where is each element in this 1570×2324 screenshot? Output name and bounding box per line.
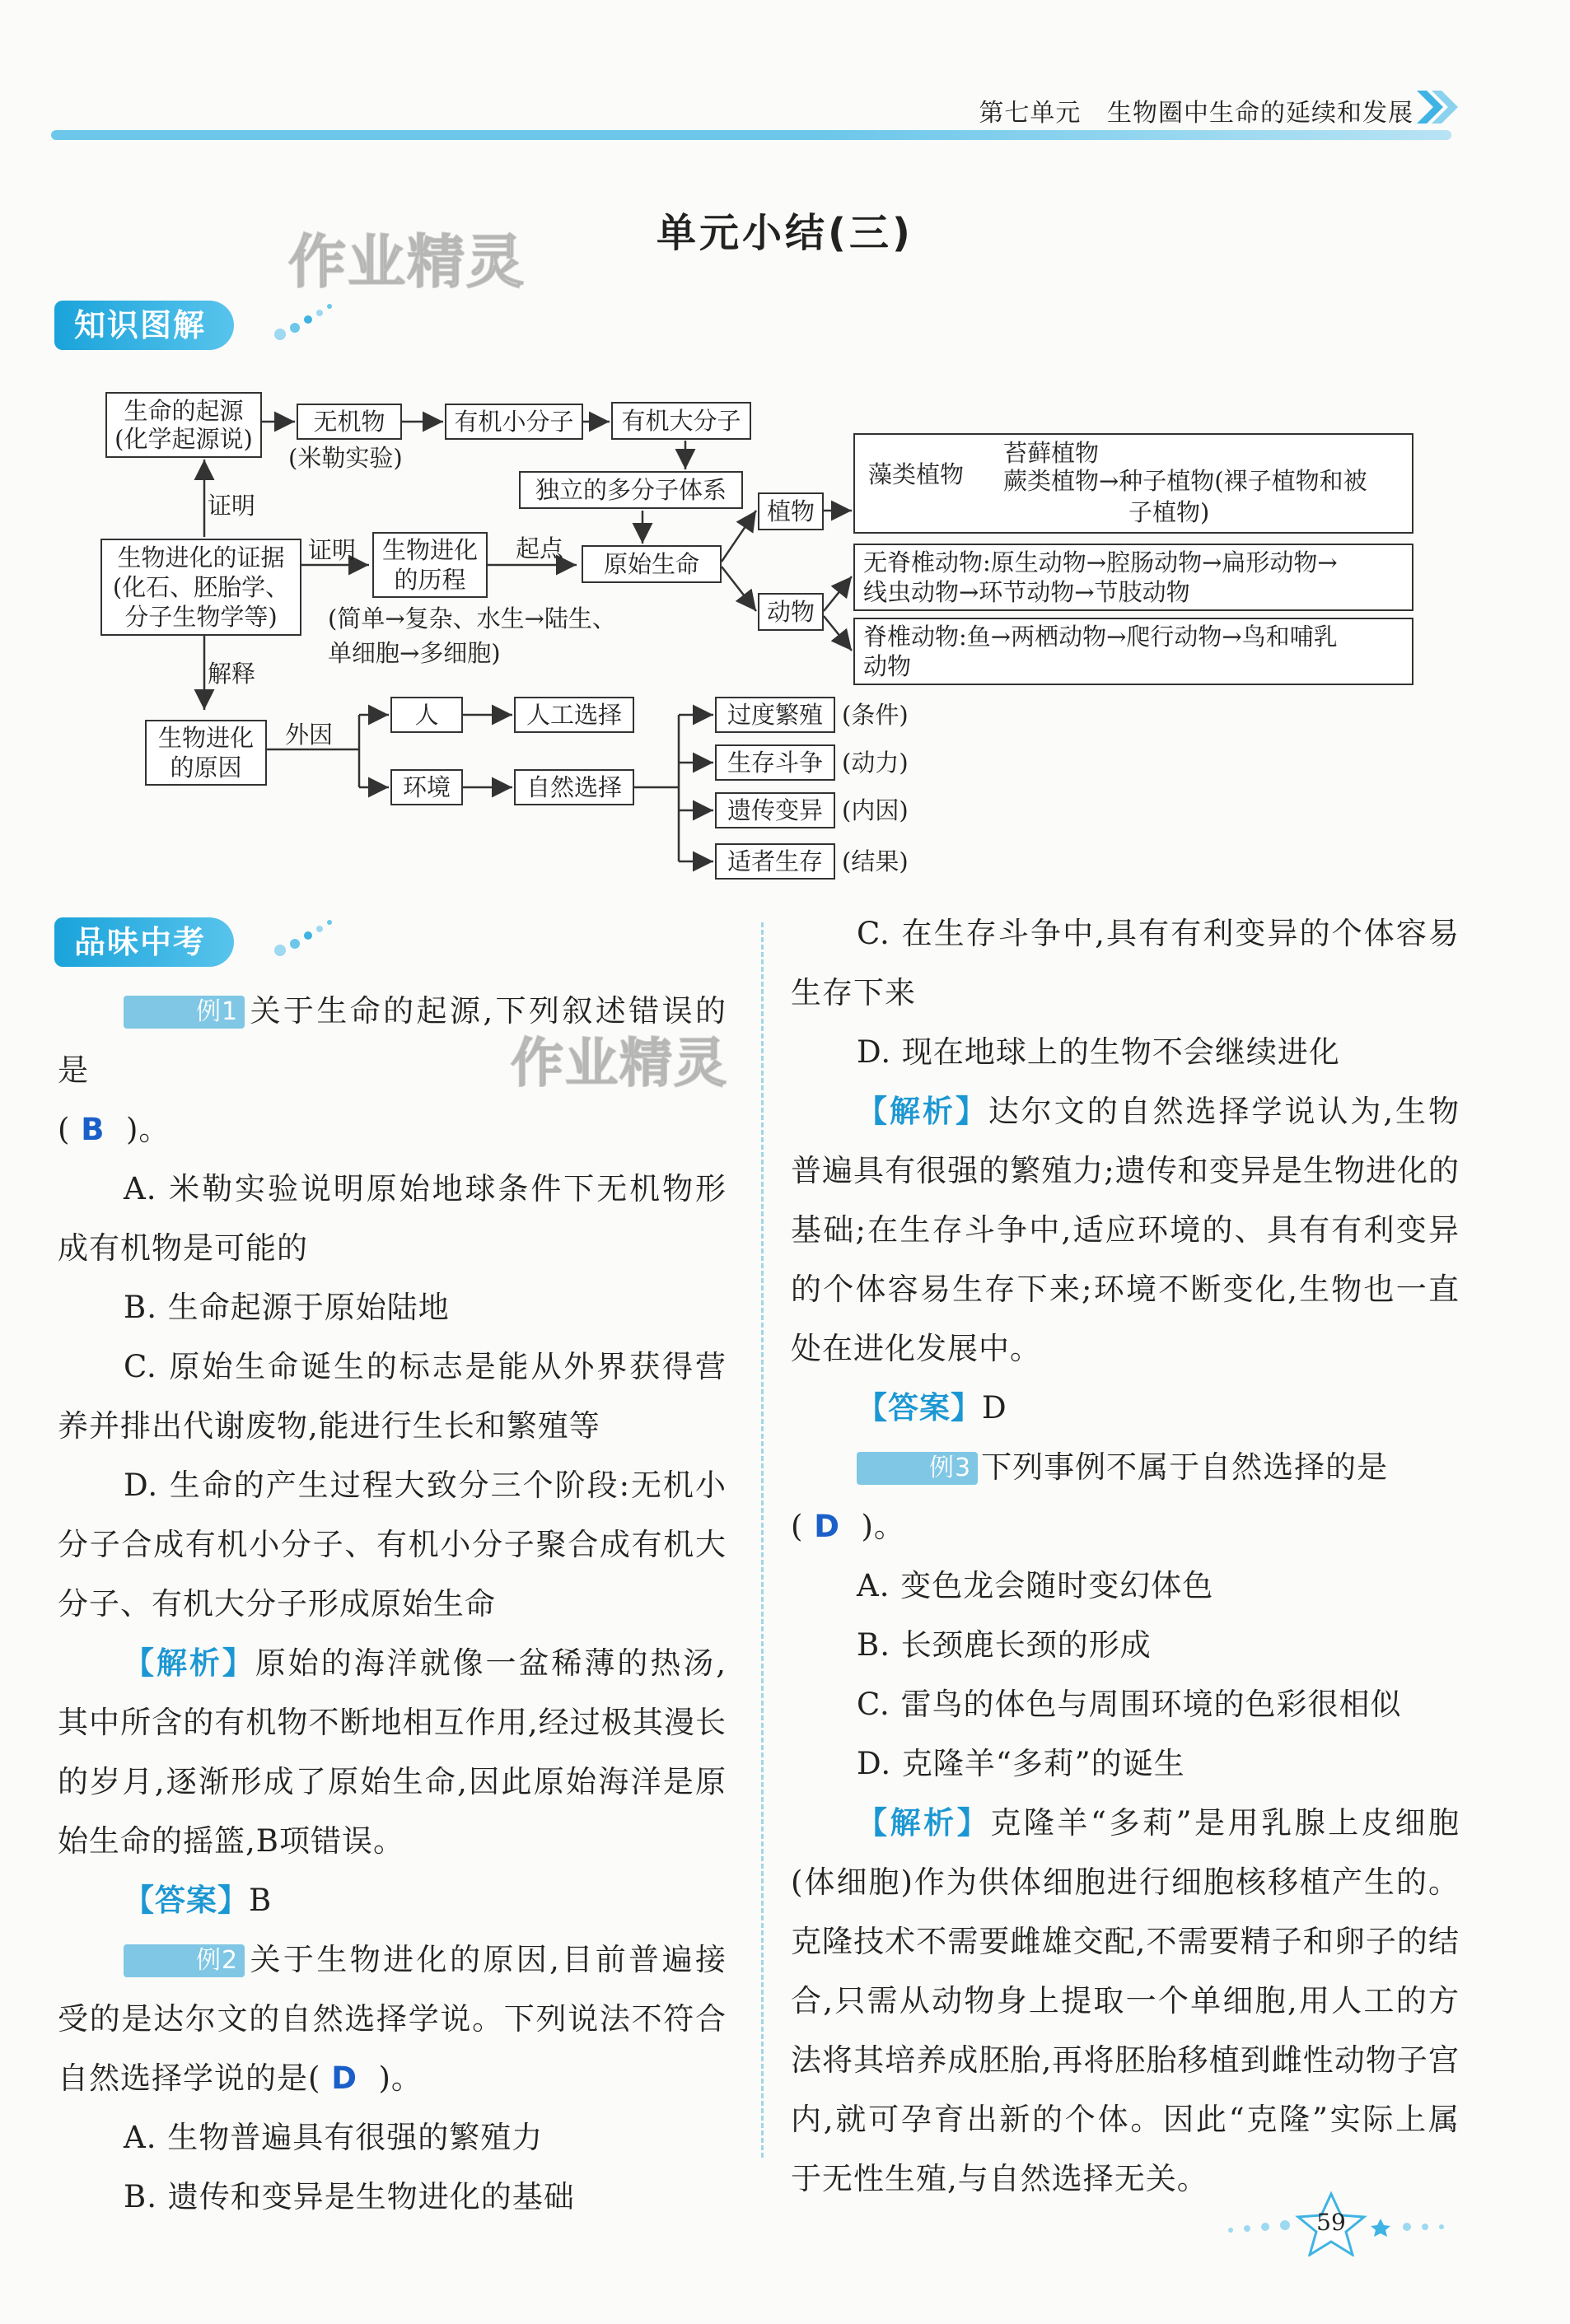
example-2-answer-blank: D (331, 2060, 357, 2096)
cause-box: 生物进化 的原因 (145, 720, 267, 786)
environment-box: 环境 (390, 769, 463, 805)
example-3-analysis: 【解析】克隆羊“多莉”是用乳腺上皮细胞(体细胞)作为供体细胞进行细胞核移植产生的。克隆技术不需要雌雄交配,不需要精子和卵子的结合,只需从动物身上提取一个单细胞,用人工的方法将其培养成胚胎,再将胚胎移植到雌性动物子宫内,就可孕育出新的个体。因此“克隆”实际上属于无性生殖,与自然选择无关。 (791, 1805, 1460, 2196)
primitive-life-box: 原始生命 (582, 545, 722, 583)
example-1-tag: 例1 (124, 996, 245, 1029)
example-1-question: 例1 关于生命的起源,下列叙述错误的是 (58, 993, 727, 1088)
plant-box: 植物 (758, 492, 824, 530)
over-reproduction-box: 过度繁殖 (715, 697, 835, 733)
inorganic-box: 无机物 (297, 404, 402, 440)
power-label: (动力) (842, 749, 909, 777)
column-divider (761, 922, 764, 2158)
example-2-answer: 【答案】D (857, 1390, 1007, 1426)
example-1-option-d: D. 生命的产生过程大致分三个阶段:无机小分子合成有机小分子、有机小分子聚合成有机大分子、有机大分子形成原始生命 (58, 1468, 727, 1622)
example-3-tag: 例3 (857, 1452, 978, 1485)
example-3-question: 例3 下列事例不属于自然选择的是 (791, 1438, 1460, 1497)
origin-box: 生命的起源 (化学起源说) (105, 392, 262, 458)
natural-selection-box: 自然选择 (514, 769, 634, 805)
evidence-box: 生物进化的证据 (化石、胚胎学、 分子生物学等) (100, 539, 301, 636)
history-desc: (简单→复杂、水生→陆生、 单细胞→多细胞) (328, 604, 616, 667)
proof-label: 证明 (208, 492, 256, 520)
example-3-option-b: B. 长颈鹿长颈的形成 (857, 1627, 1152, 1663)
example-2-option-c: C. 在生存斗争中,具有有利变异的个体容易生存下来 (791, 916, 1460, 1010)
example-1-answer: 【答案】B (124, 1883, 273, 1918)
large-organic-box: 有机大分子 (611, 402, 751, 440)
header-title: 生物圈中生命的延续和发展 (1107, 99, 1413, 128)
internal-label: (内因) (842, 796, 909, 824)
variation-box: 遗传变异 (715, 792, 835, 828)
right-column: C. 在生存斗争中,具有有利变异的个体容易生存下来 D. 现在地球上的生物不会继续进化 【解析】达尔文的自然选择学说认为,生物普遍具有很强的繁殖力;遗传和变异是生物进化的基础;在生存斗争中,适应环境的、具有有利变异的个体容易生存下来;环境不断变化,生物也一直处在进化发展中。 【答案】D 例3 下列事例不属于自然选择的是 ( D )。 A. 变色龙会随时变幻体色 B. 长颈鹿长颈的形成 C. 雷鸟的体色与周围环境的色彩很相似 D. 克隆羊“多莉”的诞生 【解析】克隆羊“多莉”是用乳腺上皮细胞(体细胞)作为供体细胞进行细胞核移植产生的。克隆技术不需要雌雄交配,不需要精子和卵子的结合,只需从动物身上提取一个单细胞,用人工的方法将其培养成胚胎,再将胚胎移植到雌性动物子宫内,就可孕育出新的个体。因此“克隆”实际上属于无性生殖,与自然选择无关。 (791, 904, 1460, 2209)
miller-label: (米勒实验) (288, 444, 403, 472)
dots-decoration-icon (272, 912, 338, 962)
watermark: 作业精灵 (288, 228, 526, 296)
example-1-option-c: C. 原始生命诞生的标志是能从外界获得营养并排出代谢废物,能进行生长和繁殖等 (58, 1349, 727, 1444)
section-tag-exam: 品味中考 (54, 917, 234, 967)
example-3-option-a: A. 变色龙会随时变幻体色 (857, 1568, 1214, 1603)
example-2-tag: 例2 (124, 1944, 245, 1977)
example-2-analysis: 【解析】达尔文的自然选择学说认为,生物普遍具有很强的繁殖力;遗传和变异是生物进化的基础;在生存斗争中,适应环境的、具有有利变异的个体容易生存下来;环境不断变化,生物也一直处在进化发展中。 (791, 1094, 1460, 1366)
example-3-answer-blank: D (814, 1509, 840, 1544)
condition-label: (条件) (842, 701, 909, 729)
example-3-option-d: D. 克隆羊“多莉”的诞生 (857, 1746, 1185, 1781)
history-box: 生物进化 的历程 (372, 532, 488, 598)
fittest-box: 适者生存 (715, 843, 835, 880)
struggle-box: 生存斗争 (715, 744, 835, 781)
small-organic-box: 有机小分子 (445, 404, 583, 440)
example-1-option-a: A. 米勒实验说明原始地球条件下无机物形成有机物是可能的 (58, 1171, 727, 1266)
example-2-question: 例2 关于生物进化的原因,目前普遍接受的是达尔文的自然选择学说。下列说法不符合自然选择学说的是( D )。 (58, 1942, 727, 2096)
invertebrate-box: 无脊椎动物:原生动物→腔肠动物→扁形动物→ 线虫动物→环节动物→节肢动物 (853, 544, 1413, 611)
page-number-badge (1219, 2191, 1466, 2256)
example-2-option-b: B. 遗传和变异是生物进化的基础 (124, 2179, 575, 2214)
vertebrate-box: 脊椎动物:鱼→两栖动物→爬行动物→鸟和哺乳 动物 (853, 618, 1413, 685)
example-2-option-d: D. 现在地球上的生物不会继续进化 (857, 1034, 1340, 1070)
example-1-answer-blank: B (81, 1112, 105, 1147)
watermark: 作业精灵 (511, 1034, 728, 1094)
left-column: 例1 关于生命的起源,下列叙述错误的是 ( B )。 A. 米勒实验说明原始地球条件下无机物形成有机物是可能的 B. 生命起源于原始陆地 C. 原始生命诞生的标志是能从外界获得营养并排出代谢废物,能进行生长和繁殖等 D. 生命的产生过程大致分三个阶段:无机小分子合成有机小分子、有机小分子聚合成有机大分子、有机大分子形成原始生命 【解析】原始的海洋就像一盆稀薄的热汤,其中所含的有机物不断地相互作用,经过极其漫长的岁月,逐渐形成了原始生命,因此原始海洋是原始生命的摇篮,B项错误。 【答案】B 例2 关于生物进化的原因,目前普遍接受的是达尔文的自然选择学说。下列说法不符合自然选择学说的是( D )。 A. 生物普遍具有很强的繁殖力 B. 遗传和变异是生物进化的基础 (58, 982, 727, 2227)
plant-desc-box: 藻类植物 苔藓植物 蕨类植物→种子植物(裸子植物和被 子植物) (853, 433, 1413, 534)
example-1-option-b: B. 生命起源于原始陆地 (124, 1290, 450, 1325)
proof-label-2: 证明 (308, 536, 357, 564)
example-2-option-a: A. 生物普遍具有很强的繁殖力 (124, 2120, 544, 2155)
example-3-option-c: C. 雷鸟的体色与周围环境的色彩很相似 (857, 1687, 1402, 1722)
external-label: 外因 (285, 721, 334, 749)
example-1-analysis: 【解析】原始的海洋就像一盆稀薄的热汤,其中所含的有机物不断地相互作用,经过极其漫长的岁月,逐渐形成了原始生命,因此原始海洋是原始生命的摇篮,B项错误。 (58, 1645, 727, 1859)
explain-label: 解释 (208, 660, 256, 688)
animal-box: 动物 (758, 593, 824, 631)
header-unit: 第七单元 (979, 99, 1082, 128)
result-label: (结果) (842, 847, 909, 875)
section-tag-knowledge-map: 知识图解 (54, 301, 234, 350)
page-number: 59 (1316, 2209, 1346, 2236)
multi-molecule-system-box: 独立的多分子体系 (519, 471, 743, 509)
page-title: 单元小结(三) (657, 210, 913, 256)
human-box: 人 (390, 697, 463, 733)
artificial-selection-box: 人工选择 (514, 697, 634, 733)
start-label: 起点 (516, 534, 564, 562)
